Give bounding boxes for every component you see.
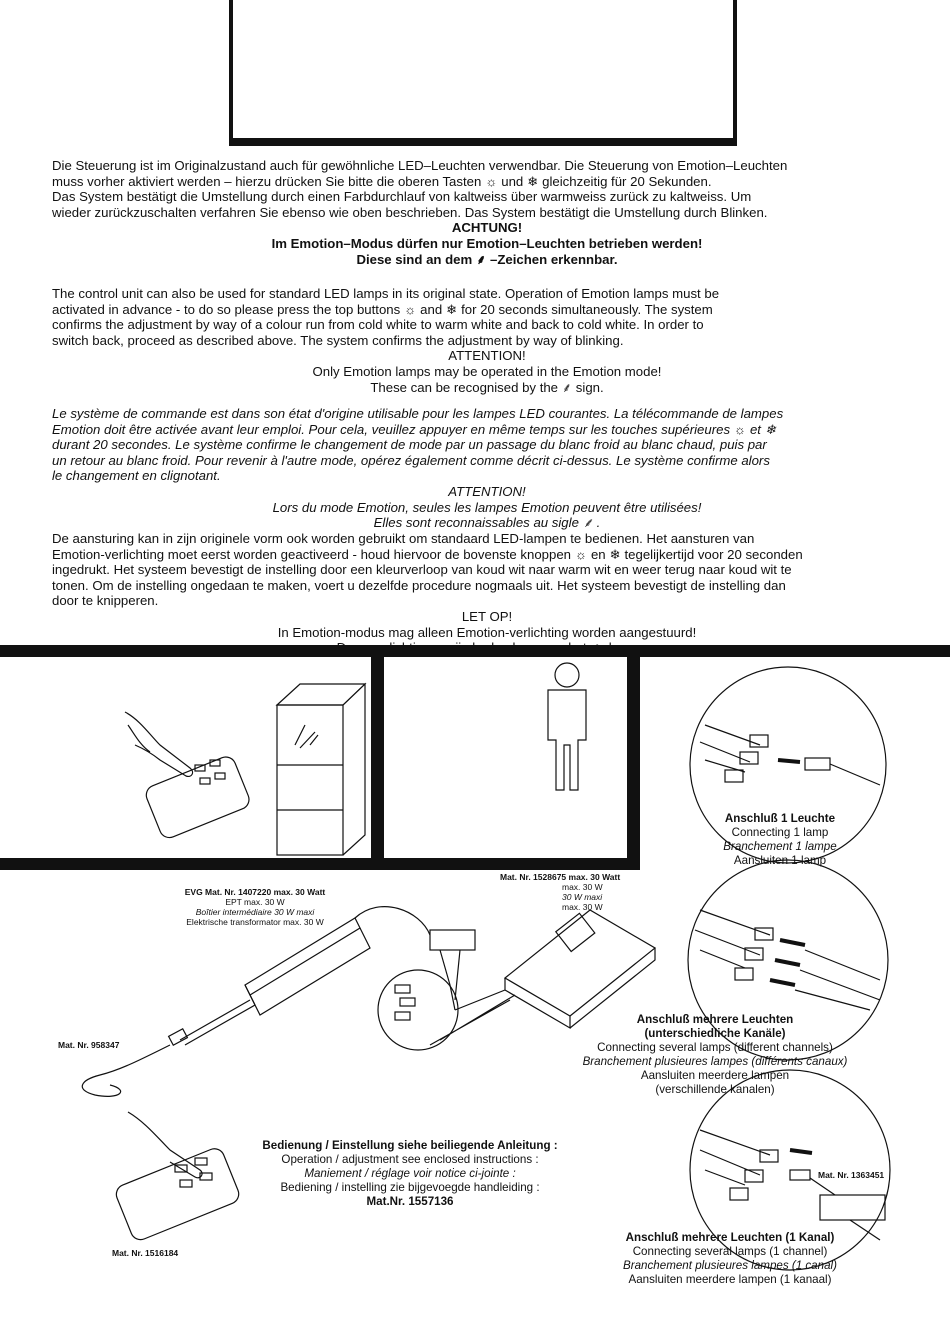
label-line: (verschillende kanalen) (655, 1083, 775, 1096)
text-line: De aansturing kan in zijn originele vorm ook worden gebruikt om standaard LED-lampen te bedienen. Het aansturen van (52, 531, 755, 546)
emotion-logo-icon: ⸙ (476, 251, 486, 267)
label-line: Bedienung / Einstellung siehe beiliegende Anleitung : (262, 1139, 558, 1152)
text-line: muss vorher aktiviert werden – hierzu drücken Sie bitte die oberen Tasten ☼ und ❄ gleichzeitig für 20 Sekunden. (52, 173, 712, 189)
label-mat-1363451: Mat. Nr. 1363451 (818, 1170, 885, 1180)
label-line: Bediening / instelling zie bijgevoegde handleiding : (280, 1181, 540, 1194)
label-line: Mat.Nr. 1557136 (366, 1195, 454, 1208)
text-line: Die Steuerung ist im Originalzustand auch für gewöhnliche LED–Leuchten verwendbar. Die Steuerung von Emotion–Leuchten (52, 158, 788, 173)
heading: In Emotion-modus mag alleen Emotion-verlichting worden aangestuurd! (277, 624, 697, 640)
emotion-logo-icon: ⸙ (582, 515, 593, 531)
label-one-lamp (690, 812, 870, 868)
text-line: door te knipperen. (52, 593, 159, 609)
text-line: The control unit can also be used for standard LED lamps in its original state. Operation of Emotion lamps must be (52, 286, 720, 301)
label-line: Connecting several lamps (different channels) (597, 1041, 833, 1054)
sun-icon: ☼ (404, 301, 417, 317)
text-line: Emotion-verlichting moet eerst worden geactiveerd - houd hiervoor de bovenste knoppen ☼ en ❄ tegelijkertijd voor 20 seconden (52, 546, 803, 562)
text-line: un retour au blanc froid. Pour revenir à l'autre mode, opérez également comme décrit ci-dessus. Le système confirme alors (52, 452, 770, 468)
label-line: Elektrische transformator max. 30 W (186, 917, 324, 927)
heading: Only Emotion lamps may be operated in the Emotion mode! (312, 363, 662, 379)
heading: ATTENTION! (448, 483, 526, 499)
label-line: Anschluß 1 Leuchte (724, 812, 836, 825)
sun-icon: ☼ (734, 421, 746, 437)
label-line: Mat. Nr. 1528675 max. 30 Watt (500, 872, 621, 882)
text-line: tonen. Om de instelling ongedaan te maken, voert u dezelfde procedure nogmaals uit. Het systeem bevestigt de instelling dan (52, 577, 786, 593)
label-line: Maniement / réglage voir notice ci-jointe : (304, 1167, 516, 1180)
emotion-logo-icon: ⸙ (562, 379, 572, 395)
heading: ACHTUNG! (451, 220, 523, 236)
label-several-one-channel (570, 1231, 890, 1287)
label-line: (unterschiedliche Kanäle) (644, 1027, 786, 1040)
heading: LET OP! (461, 608, 513, 624)
label-line: EPT max. 30 W (225, 897, 285, 907)
text-line: activated in advance - to do so please press the top buttons ☼ and ❄ for 20 seconds simultaneously. The system (52, 301, 713, 317)
label-line: Anschluß mehrere Leuchten (636, 1013, 794, 1026)
heading: Elles sont reconnaissables au sigle ⸙ . (373, 515, 601, 531)
heading: These can be recognised by the ⸙ sign. (370, 379, 604, 395)
text-line: ingedrukt. Het systeem bevestigt de instelling door een kleurverloop van koud wit naar warm wit en weer terug naar koud wit te (52, 562, 792, 578)
text-line: confirms the adjustment by way of a colour run from cold white to warm white and back to cold white. In order to (52, 317, 704, 333)
label-mat-1516184: Mat. Nr. 1516184 (112, 1248, 179, 1258)
snowflake-icon: ❄ (764, 421, 776, 437)
label-line: 30 W maxi (562, 892, 603, 902)
label-line: EVG Mat. Nr. 1407220 max. 30 Watt (184, 887, 326, 897)
label-evg (140, 887, 370, 927)
snowflake-icon: ❄ (609, 546, 621, 562)
snowflake-icon: ❄ (446, 301, 458, 317)
label-line: Branchement plusieures lampes (1 canal) (623, 1259, 837, 1272)
label-line: Anschluß mehrere Leuchten (1 Kanal) (625, 1231, 835, 1244)
label-operation (210, 1139, 610, 1209)
text-line: Das System bestätigt die Umstellung durch einen Farbdurchlauf von kaltweiss über warmweiss zurück zu kaltweiss. Um (52, 189, 752, 205)
label-line: Aansluiten meerdere lampen (640, 1069, 790, 1082)
label-line: Branchement 1 lampe (723, 840, 837, 853)
label-line: max. 30 W (562, 902, 603, 912)
sun-icon: ☼ (575, 546, 587, 562)
sun-icon: ☼ (485, 173, 498, 189)
text-line: Emotion doit être activée avant leur emploi. Pour cela, veuillez appuyer en même temps sur les touches supérieures ☼ et ❄ (52, 421, 776, 437)
label-line: Aansluiten meerdere lampen (1 kanaal) (628, 1273, 832, 1286)
label-line: max. 30 W (562, 882, 603, 892)
label-line: Branchement plusieures lampes (différents canaux) (582, 1055, 848, 1068)
heading: Diese sind an dem ⸙ –Zeichen erkennbar. (356, 251, 618, 267)
text-line: switch back, proceed as described above. The system confirms the adjustment by way of blinking. (52, 332, 624, 348)
label-controller (500, 872, 680, 912)
label-line: Connecting several lamps (1 channel) (632, 1245, 828, 1258)
text-line: Le système de commande est dans son état d'origine utilisable pour les lampes LED courantes. La télécommande de lampes (52, 406, 784, 421)
label-line: Operation / adjustment see enclosed instructions : (281, 1153, 539, 1166)
text-line: durant 20 secondes. Le système confirme le changement de mode par un passage du blanc froid au blanc chaud, puis par (52, 437, 767, 453)
heading: ATTENTION! (448, 348, 526, 364)
heading: Im Emotion–Modus dürfen nur Emotion–Leuchten betrieben werden! (271, 235, 703, 251)
label-mat-958347: Mat. Nr. 958347 (58, 1040, 120, 1050)
heading: Lors du mode Emotion, seules les lampes Emotion peuvent être utilisées! (272, 499, 702, 515)
label-several-channels (540, 1013, 890, 1097)
snowflake-icon: ❄ (527, 173, 539, 189)
text-line: le changement en clignotant. (52, 468, 221, 484)
text-line: wieder zurückzuschalten verfahren Sie ebenso wie oben beschrieben. Das System bestätigt die Umstellung durch Blinken. (52, 204, 768, 220)
label-line: Connecting 1 lamp (731, 826, 829, 839)
label-line: Boîtier intermédiaire 30 W maxi (195, 907, 315, 917)
label-line: Aansluiten 1 lamp (733, 854, 827, 867)
